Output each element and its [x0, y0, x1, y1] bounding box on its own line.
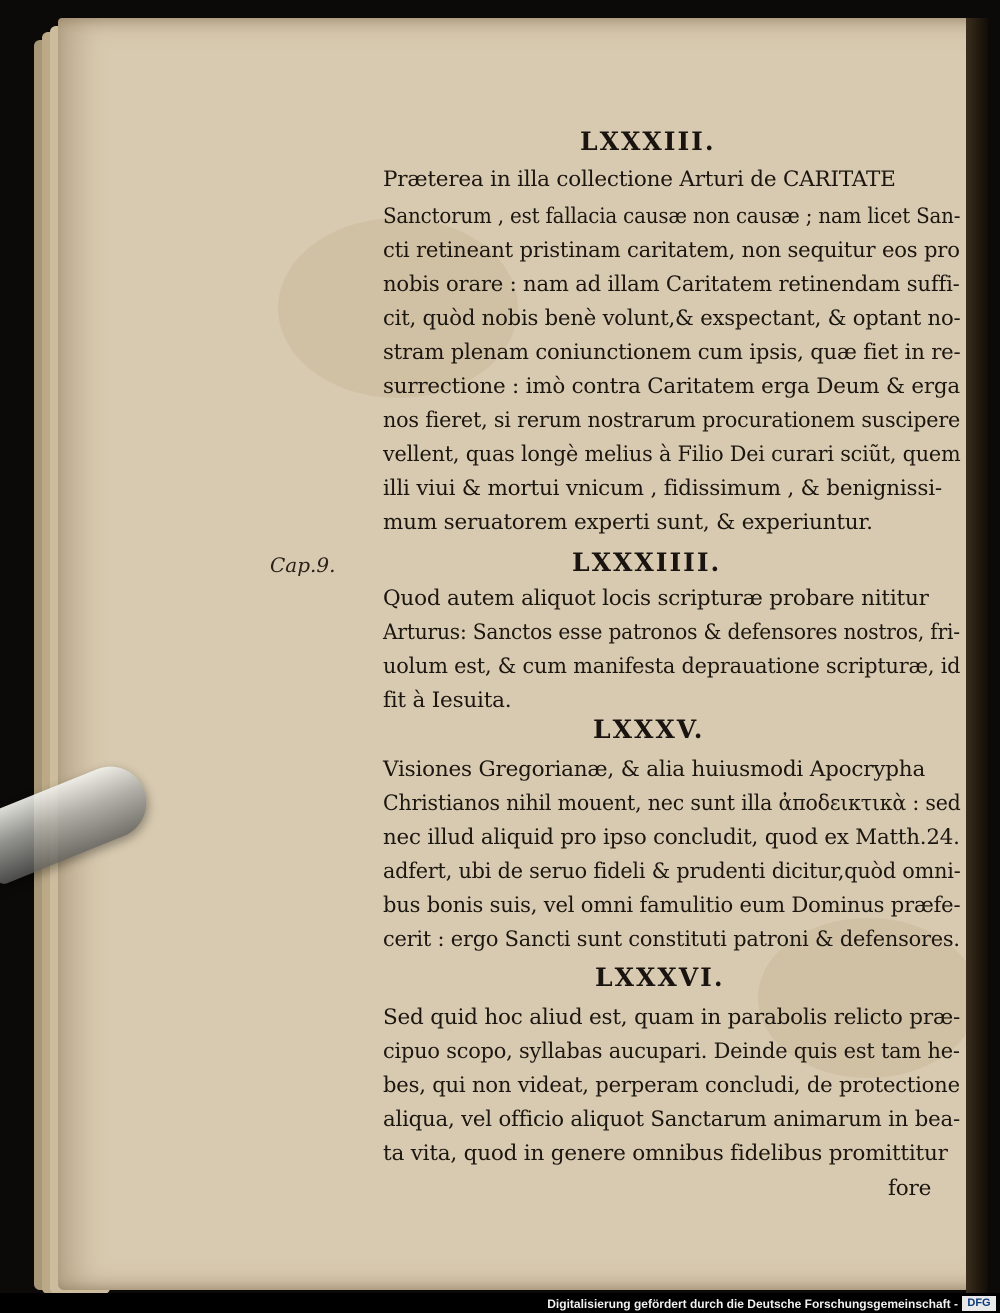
catchword: fore	[888, 1176, 932, 1201]
text-line: nobis orare : nam ad illam Caritatem retinendam suffi-	[383, 272, 960, 297]
text-line: Sed quid hoc aliud est, quam in parabolis relicto præ-	[383, 1005, 961, 1030]
text-line: ta vita, quod in genere omnibus fidelibus promittitur	[383, 1141, 948, 1166]
dfg-logo-icon: DFG	[962, 1296, 996, 1311]
text-line: Præterea in illa collectione Arturi de CARITATE	[383, 167, 896, 192]
text-line: adfert, ubi de seruo fideli & prudenti dicitur,quòd omni-	[383, 859, 961, 884]
text-line: nos fieret, si rerum nostrarum procurationem suscipere	[383, 408, 961, 433]
section-heading: LXXXIII.	[580, 127, 716, 156]
text-line: Arturus: Sanctos esse patronos & defensores nostros, fri-	[383, 620, 960, 645]
text-line: mum seruatorem experti sunt, & experiuntur.	[383, 510, 873, 535]
text-line: cti retineant pristinam caritatem, non sequitur eos pro	[383, 238, 960, 263]
text-line: cerit : ergo Sancti sunt constituti patroni & defensores.	[383, 927, 960, 952]
text-line: nec illud aliquid pro ipso concludit, quod ex Matth.24.	[383, 825, 960, 850]
text-line: uolum est, & cum manifesta deprauatione scripturæ, id	[383, 654, 961, 679]
text-line: vellent, quas longè melius à Filio Dei curari sciũt, quem	[383, 442, 961, 467]
margin-note: Cap.9.	[270, 553, 336, 577]
text-line: bes, qui non videat, perperam concludi, de protectione	[383, 1073, 960, 1098]
text-line: cit, quòd nobis benè volunt,& exspectant, & optant no-	[383, 306, 961, 331]
text-line: Sanctorum , est fallacia causæ non causæ ; nam licet San-	[383, 204, 961, 229]
text-line: illi viui & mortui vnicum , fidissimum , & benignissi-	[383, 476, 942, 501]
text-line: Christianos nihil mouent, nec sunt illa ἀποδεικτικὰ : sed	[383, 791, 961, 816]
section-heading: LXXXVI.	[595, 963, 725, 992]
text-line: Quod autem aliquot locis scripturæ probare nititur	[383, 586, 929, 611]
text-line: cipuo scopo, syllabas aucupari. Deinde quis est tam he-	[383, 1039, 960, 1064]
section-heading: LXXXV.	[593, 715, 705, 744]
footer-text: Digitalisierung gefördert durch die Deutsche Forschungsgemeinschaft -	[547, 1297, 958, 1311]
text-line: stram plenam coniunctionem cum ipsis, quæ fiet in re-	[383, 340, 961, 365]
text-line: aliqua, vel officio aliquot Sanctarum animarum in bea-	[383, 1107, 960, 1132]
text-line: fit à Iesuita.	[383, 688, 512, 713]
text-line: Visiones Gregorianæ, & alia huiusmodi Apocrypha	[383, 757, 926, 782]
text-line: surrectione : imò contra Caritatem erga Deum & erga	[383, 374, 960, 399]
text-line: bus bonis suis, vel omni famulitio eum Dominus præfe-	[383, 893, 961, 918]
book-binding	[966, 18, 988, 1308]
section-heading: LXXXIIII.	[572, 548, 722, 577]
footer-bar	[0, 1293, 1000, 1313]
